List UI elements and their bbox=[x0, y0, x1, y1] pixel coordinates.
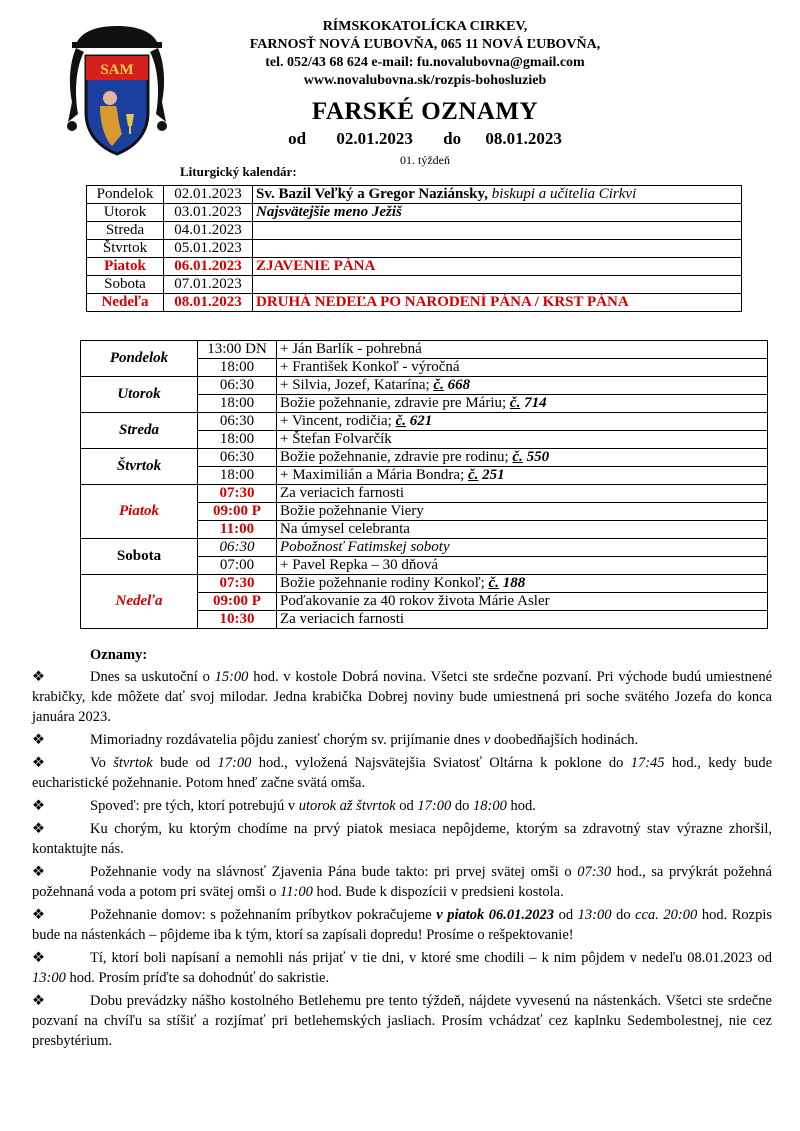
cal-day: Sobota bbox=[87, 276, 164, 294]
table-row bbox=[81, 539, 768, 557]
cal-day: Nedeľa bbox=[87, 294, 164, 312]
cal-day: Piatok bbox=[87, 258, 164, 276]
mass-time: 18:00 bbox=[198, 431, 277, 449]
cal-feast: DRUHÁ NEDEĽA PO NARODENÍ PÁNA / KRST PÁNA bbox=[253, 294, 742, 312]
mass-intention: + Ján Barlík - pohrebná bbox=[277, 341, 768, 359]
notice-item: ❖ Dnes sa uskutoční o 15:00 hod. v kostole Dobrá novina. Všetci ste srdečne pozvaní. Pri východe budú umiestnené krabičky, kde môžete dať svoj milodar. Jedna krabička Dobrej noviny bude umiestnená pri soche svätého Jozefa do konca januára 2023. bbox=[32, 669, 773, 725]
mass-intention: + Maximilián a Mária Bondra; č. 251 bbox=[277, 467, 768, 485]
mass-time: 18:00 bbox=[198, 359, 277, 377]
table-row bbox=[87, 294, 742, 312]
cal-day: Utorok bbox=[87, 204, 164, 222]
bullet-icon: ❖ bbox=[32, 732, 45, 748]
from-label: od bbox=[288, 129, 307, 148]
table-row bbox=[87, 276, 742, 294]
notice-item: ❖ Mimoriadny rozdávatelia pôjdu zaniesť chorým sv. prijímanie dnes v doobedňajších hodinách. bbox=[32, 732, 639, 748]
cal-feast: Sv. Bazil Veľký a Gregor Naziánsky, biskupi a učitelia Cirkvi bbox=[253, 186, 742, 204]
notice-item: ❖ Dobu prevádzky nášho kostolného Betlehemu pre tento týždeň, nájdete vyvesenú na nástenkách. Všetci ste srdečne pozvaní na chvíľu sa stíšiť a rozjímať pri betlehemských jasliach. Prosím vchádzať cez kaplnku Sedembolestnej, nie cez presbytérium. bbox=[32, 993, 772, 1049]
mass-intention: + Vincent, rodičia; č. 621 bbox=[277, 413, 768, 431]
mass-time: 10:30 bbox=[198, 611, 277, 629]
cal-feast bbox=[253, 240, 742, 258]
parish-website[interactable]: www.novalubovna.sk/rozpis-bohosluzieb bbox=[303, 73, 547, 88]
liturgical-calendar-table bbox=[86, 185, 742, 312]
schedule-day: Štvrtok bbox=[81, 449, 198, 485]
table-row bbox=[87, 222, 742, 240]
mass-intention: Na úmysel celebranta bbox=[277, 521, 768, 539]
notice-item: ❖ Spoveď: pre tých, ktorí potrebujú v utorok až štvrtok od 17:00 do 18:00 hod. bbox=[32, 798, 536, 814]
mass-time: 06:30 bbox=[198, 413, 277, 431]
table-row bbox=[81, 377, 768, 395]
mass-intention: + Silvia, Jozef, Katarína; č. 668 bbox=[277, 377, 768, 395]
date-range bbox=[190, 128, 660, 150]
document-header bbox=[190, 18, 660, 168]
mass-time: 11:00 bbox=[198, 521, 277, 539]
cal-day: Streda bbox=[87, 222, 164, 240]
notice-item: ❖ Požehnanie domov: s požehnaním príbytkov pokračujeme v piatok 06.01.2023 od 13:00 do cca. 20:00 hod. Rozpis bude na nástenkách – pôjdeme iba k tým, ktorí sa zapísali dopredu! Prosíme o rešpektovanie! bbox=[32, 907, 773, 943]
parish-crest-logo bbox=[62, 22, 172, 162]
notice-item: ❖ Ku chorým, ku ktorým chodíme na prvý piatok mesiaca nepôjdeme, ktorým sa zdravotný stav výrazne zhoršil, kontaktujte nás. bbox=[32, 821, 772, 857]
bullet-icon: ❖ bbox=[32, 821, 45, 837]
mass-intention: Poďakovanie za 40 rokov života Márie Asler bbox=[277, 593, 768, 611]
cal-date: 07.01.2023 bbox=[164, 276, 253, 294]
parish-contact: tel. 052/43 68 624 e-mail: fu.novalubovna@gmail.com bbox=[265, 55, 585, 70]
to-date: 08.01.2023 bbox=[485, 129, 562, 148]
mass-time: 07:30 bbox=[198, 575, 277, 593]
bullet-icon: ❖ bbox=[32, 669, 45, 685]
mass-time: 09:00 P bbox=[198, 503, 277, 521]
mass-intention: Za veriacich farnosti bbox=[277, 485, 768, 503]
bullet-icon: ❖ bbox=[32, 993, 45, 1009]
bullet-icon: ❖ bbox=[32, 864, 45, 880]
mass-intention: + František Konkoľ - výročná bbox=[277, 359, 768, 377]
bullet-icon: ❖ bbox=[32, 798, 45, 814]
notices-title: Oznamy: bbox=[90, 647, 148, 663]
schedule-day: Pondelok bbox=[81, 341, 198, 377]
mass-intention: Za veriacich farnosti bbox=[277, 611, 768, 629]
bullet-icon: ❖ bbox=[32, 950, 45, 966]
mass-intention: Božie požehnanie, zdravie pre Máriu; č. 714 bbox=[277, 395, 768, 413]
crest-text: SAM bbox=[100, 62, 134, 78]
table-row bbox=[81, 449, 768, 467]
page-title: FARSKÉ OZNAMY bbox=[311, 98, 539, 125]
mass-time: 18:00 bbox=[198, 395, 277, 413]
cal-feast: ZJAVENIE PÁNA bbox=[253, 258, 742, 276]
cal-day: Pondelok bbox=[87, 186, 164, 204]
mass-intention: + Štefan Folvarčík bbox=[277, 431, 768, 449]
week-number: 01. týždeň bbox=[400, 153, 450, 167]
table-row bbox=[81, 413, 768, 431]
notice-item: ❖ Vo štvrtok bude od 17:00 hod., vyložená Najsvätejšia Sviatosť Oltárna k poklone do 17:45 hod., kedy bude eucharistické požehnanie. Potom hneď začne svätá omša. bbox=[32, 755, 773, 791]
bullet-icon: ❖ bbox=[32, 755, 45, 771]
cal-feast bbox=[253, 276, 742, 294]
schedule-day: Streda bbox=[81, 413, 198, 449]
table-row bbox=[87, 204, 742, 222]
table-row bbox=[87, 240, 742, 258]
mass-time: 06:30 bbox=[198, 377, 277, 395]
cal-date: 04.01.2023 bbox=[164, 222, 253, 240]
table-row bbox=[81, 341, 768, 359]
mass-time: 13:00 DN bbox=[198, 341, 277, 359]
mass-time: 18:00 bbox=[198, 467, 277, 485]
cal-date: 03.01.2023 bbox=[164, 204, 253, 222]
cal-date: 05.01.2023 bbox=[164, 240, 253, 258]
cal-day: Štvrtok bbox=[87, 240, 164, 258]
cal-feast bbox=[253, 222, 742, 240]
notice-item: ❖ Tí, ktorí boli napísaní a nemohli nás prijať v tie dni, v ktoré sme chodili – k nim pôjdem v nedeľu 08.01.2023 od 13:00 hod. Prosím príďte sa dohodnúť do sakristie. bbox=[32, 950, 772, 986]
notices-section bbox=[32, 645, 772, 1054]
schedule-day: Nedeľa bbox=[81, 575, 198, 629]
mass-intention: Pobožnosť Fatimskej soboty bbox=[277, 539, 768, 557]
cal-date: 02.01.2023 bbox=[164, 186, 253, 204]
mass-time: 07:30 bbox=[198, 485, 277, 503]
mass-schedule-table bbox=[80, 340, 768, 629]
mass-intention: Božie požehnanie, zdravie pre rodinu; č. 550 bbox=[277, 449, 768, 467]
bullet-icon: ❖ bbox=[32, 907, 45, 923]
mass-time: 06:30 bbox=[198, 539, 277, 557]
table-row bbox=[87, 258, 742, 276]
cal-date: 08.01.2023 bbox=[164, 294, 253, 312]
parish-address: FARNOSŤ NOVÁ ĽUBOVŇA, 065 11 NOVÁ ĽUBOVŇA, bbox=[249, 37, 601, 52]
mass-time: 07:00 bbox=[198, 557, 277, 575]
cal-date: 06.01.2023 bbox=[164, 258, 253, 276]
schedule-day: Sobota bbox=[81, 539, 198, 575]
mass-intention: Božie požehnanie rodiny Konkoľ; č. 188 bbox=[277, 575, 768, 593]
to-label: do bbox=[443, 129, 462, 148]
schedule-day: Piatok bbox=[81, 485, 198, 539]
table-row bbox=[81, 485, 768, 503]
from-date: 02.01.2023 bbox=[336, 129, 413, 148]
cal-feast: Najsvätejšie meno Ježiš bbox=[253, 204, 742, 222]
mass-time: 06:30 bbox=[198, 449, 277, 467]
schedule-day: Utorok bbox=[81, 377, 198, 413]
notice-item: ❖ Požehnanie vody na slávnosť Zjavenia Pána bude takto: pri prvej svätej omši o 07:30 hod., sa prvýkrát požehná požehnaná voda a potom pri svätej omši o 11:00 hod. Bude k dispozícii v predsieni kostola. bbox=[32, 864, 772, 900]
mass-intention: + Pavel Repka – 30 dňová bbox=[277, 557, 768, 575]
table-row bbox=[87, 186, 742, 204]
table-row bbox=[81, 575, 768, 593]
org-name: RÍMSKOKATOLÍCKA CIRKEV, bbox=[322, 19, 528, 34]
mass-intention: Božie požehnanie Viery bbox=[277, 503, 768, 521]
mass-time: 09:00 P bbox=[198, 593, 277, 611]
liturgical-calendar-label: Liturgický kalendár: bbox=[180, 164, 297, 179]
